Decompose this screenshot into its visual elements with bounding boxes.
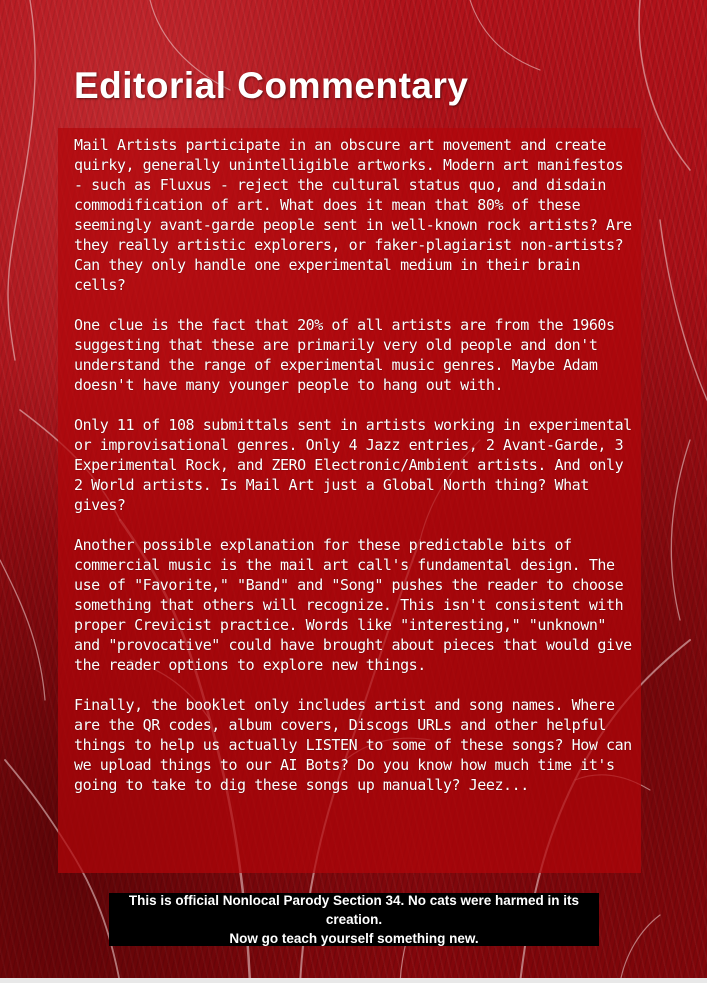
page-title: Editorial Commentary xyxy=(74,65,469,106)
paragraph-1: Mail Artists participate in an obscure art movement and create quirky, generally unintelligible artworks. Modern art manifestos - such as Fluxus - reject the cultural status quo, and disdain commodification of art. What does it mean that 80% of these seemingly avant-garde people sent in well-known rock artists? Are they really artistic explorers, or faker-plagiarist non-artists? Can they only handle one experimental medium in their brain cells? xyxy=(74,136,632,294)
paragraph-4: Another possible explanation for these predictable bits of commercial music is the mail art call's fundamental design. The use of "Favorite," "Band" and "Song" pushes the reader to choose something that others will recognize. This isn't consistent with proper Crevicist practice. Words like "interesting," "unknown" and "provocative" could have brought about pieces that would give the reader options to explore new things. xyxy=(74,536,632,674)
footer-line-2: Now go teach yourself something new. xyxy=(229,931,479,946)
paragraph-5: Finally, the booklet only includes artist and song names. Where are the QR codes, album covers, Discogs URLs and other helpful things to help us actually LISTEN to some of these songs? How can we upload things to our AI Bots? Do you know how much time it's going to take to dig these songs up manually? Jeez... xyxy=(74,696,632,794)
paragraph-2: One clue is the fact that 20% of all artists are from the 1960s suggesting that these are primarily very old people and don't understand the range of experimental music genres. Maybe Adam doesn't have many younger people to hang out with. xyxy=(74,316,615,394)
paragraph-3: Only 11 of 108 submittals sent in artists working in experimental or improvisational genres. Only 4 Jazz entries, 2 Avant-Garde, 3 Experimental Rock, and ZERO Electronic/Ambient artists. And only 2 World artists. Is Mail Art just a Global North thing? What gives? xyxy=(74,416,632,514)
footer-line-1: This is official Nonlocal Parody Section 34. No cats were harmed in its creation. xyxy=(128,893,580,927)
footer-banner xyxy=(109,893,599,946)
bottom-strip xyxy=(0,978,707,983)
commentary-body xyxy=(74,135,634,815)
